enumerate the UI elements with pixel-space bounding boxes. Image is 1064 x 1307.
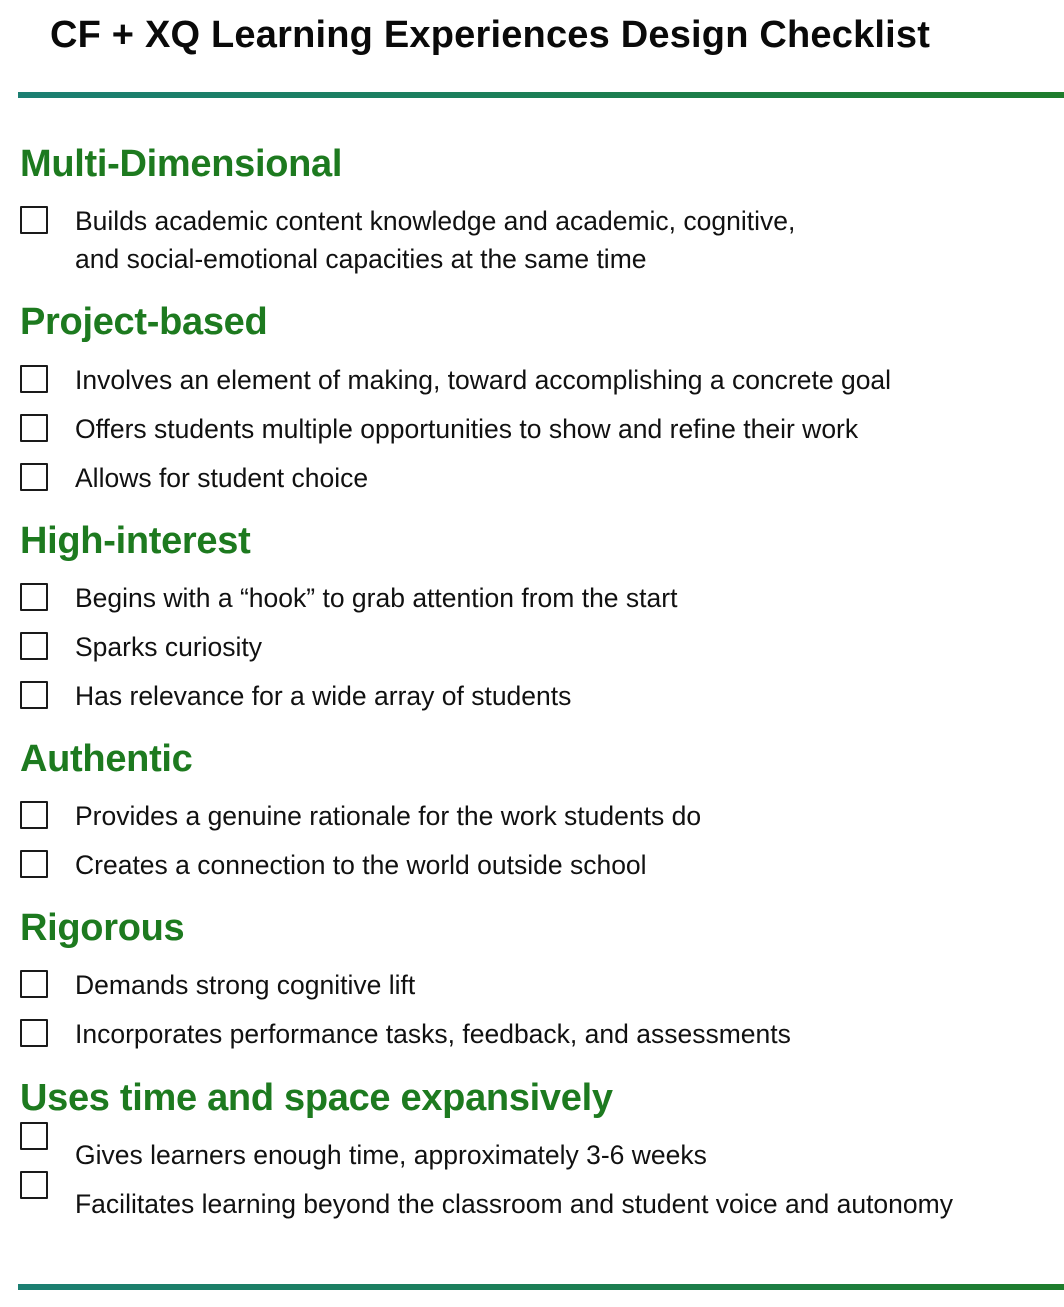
bottom-divider xyxy=(18,1284,1064,1290)
top-divider xyxy=(18,92,1064,98)
checkbox[interactable] xyxy=(20,206,48,234)
item-label: Offers students multiple opportunities to show and refine their work xyxy=(75,414,859,444)
section-heading: Authentic xyxy=(20,738,193,780)
section-rigorous xyxy=(20,907,1060,1049)
checkbox[interactable] xyxy=(20,970,48,998)
item-label: Provides a genuine rationale for the work students do xyxy=(75,801,702,831)
checkbox[interactable] xyxy=(20,1019,48,1047)
checkbox[interactable] xyxy=(20,850,48,878)
section-time-and-space xyxy=(20,1077,1060,1219)
section-heading: High-interest xyxy=(20,520,251,562)
checkbox[interactable] xyxy=(20,801,48,829)
section-authentic xyxy=(20,738,1060,880)
page-title: CF + XQ Learning Experiences Design Checklist xyxy=(50,14,931,56)
item-label: Has relevance for a wide array of students xyxy=(75,681,572,711)
item-label: Incorporates performance tasks, feedback, and assessments xyxy=(75,1019,791,1049)
checkbox[interactable] xyxy=(20,1171,48,1199)
section-heading: Uses time and space expansively xyxy=(20,1077,613,1119)
checkbox[interactable] xyxy=(20,414,48,442)
checkbox[interactable] xyxy=(20,365,48,393)
checkbox[interactable] xyxy=(20,463,48,491)
section-heading: Rigorous xyxy=(20,907,185,949)
item-label: Facilitates learning beyond the classroom and student voice and autonomy xyxy=(75,1189,953,1219)
checkbox[interactable] xyxy=(20,583,48,611)
item-label-line: Builds academic content knowledge and academic, cognitive, xyxy=(75,206,796,236)
checkbox[interactable] xyxy=(20,1122,48,1150)
item-label: Involves an element of making, toward accomplishing a concrete goal xyxy=(75,365,892,395)
item-label: Creates a connection to the world outside school xyxy=(75,850,647,880)
item-label: Demands strong cognitive lift xyxy=(75,970,416,1000)
section-heading: Multi-Dimensional xyxy=(20,143,343,185)
section-project-based xyxy=(20,301,1060,493)
checkbox[interactable] xyxy=(20,632,48,660)
item-label xyxy=(75,202,795,278)
section-heading: Project-based xyxy=(20,301,268,343)
item-label: Begins with a “hook” to grab attention from the start xyxy=(75,583,678,613)
item-label: Sparks curiosity xyxy=(75,632,263,662)
item-label-line: and social-emotional capacities at the same time xyxy=(75,244,647,274)
section-multi-dimensional xyxy=(20,143,1060,274)
item-label: Allows for student choice xyxy=(75,463,369,493)
item-label: Gives learners enough time, approximately 3-6 weeks xyxy=(75,1140,707,1170)
checkbox[interactable] xyxy=(20,681,48,709)
section-high-interest xyxy=(20,520,1060,711)
